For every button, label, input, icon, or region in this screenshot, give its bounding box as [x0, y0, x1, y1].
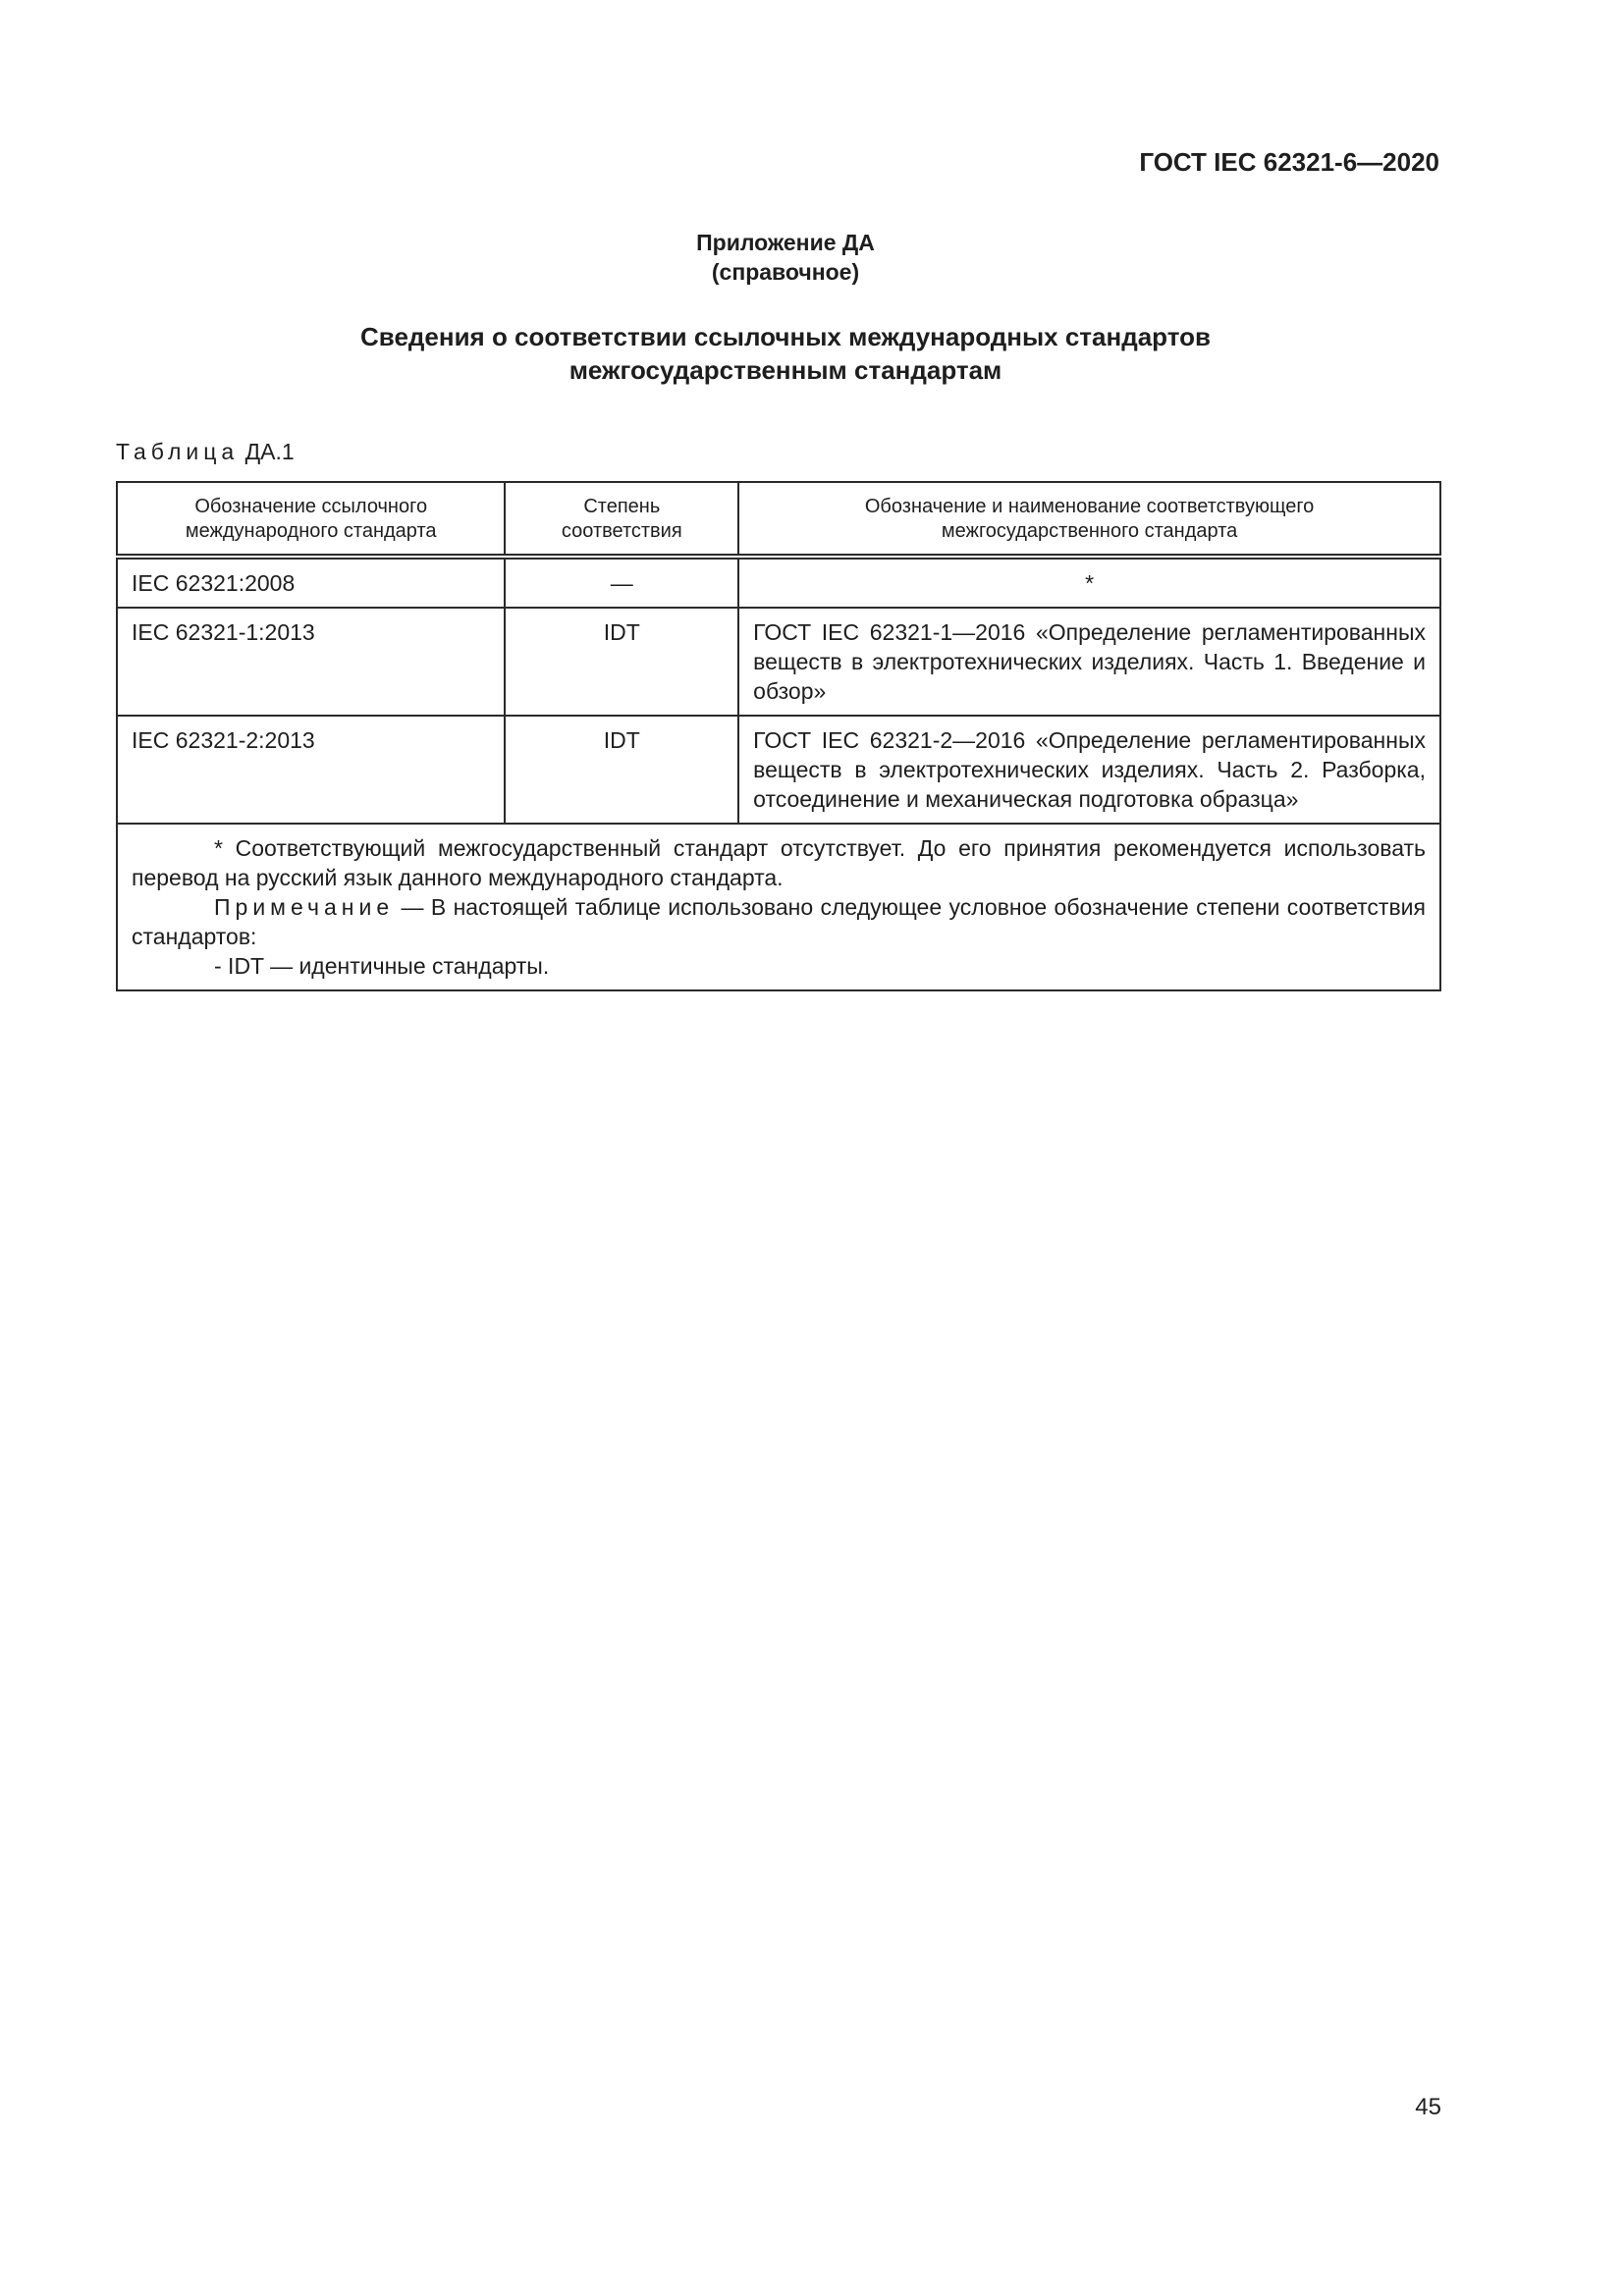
table-footnote-cell — [117, 824, 1440, 990]
document-title-line-1: Сведения о соответствии ссылочных международных стандартов — [360, 322, 1211, 351]
standards-correspondence-table — [116, 481, 1441, 991]
document-title-line-2: межгосударственным стандартам — [568, 355, 1002, 385]
page-number: 45 — [1415, 2094, 1441, 2120]
note-label: Примечание — [214, 894, 395, 920]
note-item: - IDT — идентичные стандарты. — [214, 953, 550, 979]
table-caption-number: ДА.1 — [244, 439, 295, 464]
appendix-subtitle: (справочное) — [711, 259, 860, 285]
document-title — [0, 320, 1571, 387]
header-interstate-standard: Обозначение и наименование соответствующего межгосударственного стандарта — [738, 482, 1440, 557]
cell-interstate: ГОСТ IEC 62321-2—2016 «Определение регламентированных веществ в электротехнических изделиях. Часть 2. Разборка, отсоединение и механическая подготовка образца» — [738, 716, 1440, 824]
table-row — [117, 557, 1440, 608]
table-row — [117, 716, 1440, 824]
table-caption-word: Таблица — [116, 439, 240, 464]
table-row — [117, 608, 1440, 716]
cell-interstate: ГОСТ IEC 62321-1—2016 «Определение регламентированных веществ в электротехнических изделиях. Часть 1. Введение и обзор» — [738, 608, 1440, 716]
header-reference-standard: Обозначение ссылочного международного стандарта — [117, 482, 505, 557]
cell-reference: IEC 62321:2008 — [117, 557, 505, 608]
document-code-header: ГОСТ IEC 62321-6—2020 — [1139, 147, 1439, 177]
cell-degree: IDT — [505, 716, 738, 824]
note-text: — В настоящей таблице использовано следующее условное обозначение степени соответствия стандартов: — [132, 894, 1426, 949]
header-degree-of-correspondence: Степень соответствия — [505, 482, 738, 557]
table-footnote-row — [117, 824, 1440, 990]
cell-degree: IDT — [505, 608, 738, 716]
cell-degree: — — [505, 557, 738, 608]
cell-reference: IEC 62321-2:2013 — [117, 716, 505, 824]
footnote-text: * Соответствующий межгосударственный стандарт отсутствует. До его принятия рекомендуется использовать перевод на русский язык данного международного стандарта. — [132, 835, 1426, 890]
cell-reference: IEC 62321-1:2013 — [117, 608, 505, 716]
table-header-row — [117, 482, 1440, 557]
table-caption — [116, 439, 295, 465]
appendix-title: Приложение ДА — [696, 230, 875, 255]
note-paragraph — [132, 892, 1426, 951]
appendix-heading — [0, 228, 1571, 287]
cell-interstate: * — [738, 557, 1440, 608]
